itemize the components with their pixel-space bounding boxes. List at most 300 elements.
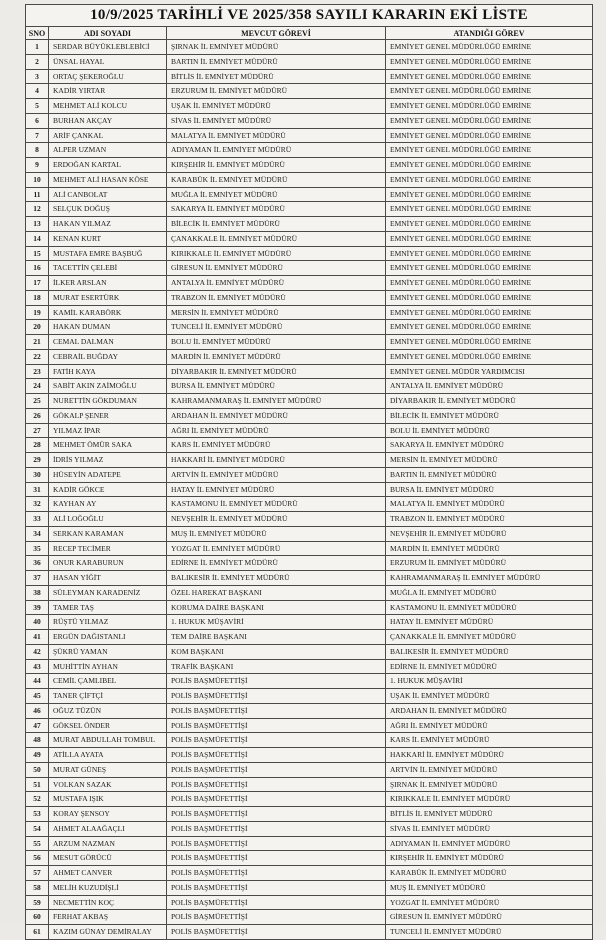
assigned-post-cell: EMNİYET GENEL MÜDÜR YARDIMCISI <box>386 364 593 379</box>
current-post-cell: POLİS BAŞMÜFETTİŞİ <box>167 880 386 895</box>
sno-cell: 29 <box>26 453 49 468</box>
current-post-cell: HAKKARİ İL EMNİYET MÜDÜRÜ <box>167 453 386 468</box>
sno-cell: 42 <box>26 644 49 659</box>
current-post-cell: AĞRI İL EMNİYET MÜDÜRÜ <box>167 423 386 438</box>
assigned-post-cell: MUŞ İL EMNİYET MÜDÜRÜ <box>386 880 593 895</box>
assigned-post-cell: BİLECİK İL EMNİYET MÜDÜRÜ <box>386 408 593 423</box>
table-row <box>26 231 593 246</box>
name-cell: HÜSEYİN ADATEPE <box>49 467 167 482</box>
table-row <box>26 54 593 69</box>
sno-cell: 32 <box>26 497 49 512</box>
name-cell: SERDAR BÜYÜKLEBLEBİCİ <box>49 40 167 55</box>
table-row <box>26 217 593 232</box>
current-post-cell: ERZURUM İL EMNİYET MÜDÜRÜ <box>167 84 386 99</box>
current-post-cell: MERSİN İL EMNİYET MÜDÜRÜ <box>167 305 386 320</box>
table-row <box>26 320 593 335</box>
sno-cell: 34 <box>26 526 49 541</box>
table-row <box>26 143 593 158</box>
current-post-cell: ÇANAKKALE İL EMNİYET MÜDÜRÜ <box>167 231 386 246</box>
sno-cell: 5 <box>26 99 49 114</box>
name-cell: ARİF ÇANKAL <box>49 128 167 143</box>
name-cell: ORTAÇ ŞEKEROĞLU <box>49 69 167 84</box>
current-post-cell: HATAY İL EMNİYET MÜDÜRÜ <box>167 482 386 497</box>
sno-cell: 6 <box>26 113 49 128</box>
name-cell: TANER ÇİFTÇİ <box>49 689 167 704</box>
sno-cell: 25 <box>26 394 49 409</box>
sno-cell: 55 <box>26 836 49 851</box>
current-post-cell: MALATYA İL EMNİYET MÜDÜRÜ <box>167 128 386 143</box>
current-post-cell: POLİS BAŞMÜFETTİŞİ <box>167 748 386 763</box>
current-post-cell: POLİS BAŞMÜFETTİŞİ <box>167 851 386 866</box>
current-post-cell: KASTAMONU İL EMNİYET MÜDÜRÜ <box>167 497 386 512</box>
sno-cell: 14 <box>26 231 49 246</box>
sno-cell: 2 <box>26 54 49 69</box>
sno-cell: 7 <box>26 128 49 143</box>
assigned-post-cell: AĞRI İL EMNİYET MÜDÜRÜ <box>386 718 593 733</box>
table-row <box>26 836 593 851</box>
name-cell: KAZIM GÜNAY DEMİRALAY <box>49 925 167 940</box>
table-row <box>26 895 593 910</box>
name-cell: SELÇUK DOĞUŞ <box>49 202 167 217</box>
sno-cell: 48 <box>26 733 49 748</box>
column-header-assigned-post: ATANDIĞI GÖREV <box>386 27 593 40</box>
current-post-cell: POLİS BAŞMÜFETTİŞİ <box>167 762 386 777</box>
name-cell: HAKAN DUMAN <box>49 320 167 335</box>
sno-cell: 20 <box>26 320 49 335</box>
sno-cell: 58 <box>26 880 49 895</box>
name-cell: MEHMET ALİ HASAN KÖSE <box>49 172 167 187</box>
table-row <box>26 703 593 718</box>
current-post-cell: NEVŞEHİR İL EMNİYET MÜDÜRÜ <box>167 512 386 527</box>
sno-cell: 9 <box>26 158 49 173</box>
name-cell: ALİ LOĞOĞLU <box>49 512 167 527</box>
current-post-cell: BURSA İL EMNİYET MÜDÜRÜ <box>167 379 386 394</box>
table-row <box>26 644 593 659</box>
assigned-post-cell: KIRŞEHİR İL EMNİYET MÜDÜRÜ <box>386 851 593 866</box>
assigned-post-cell: ARTVİN İL EMNİYET MÜDÜRÜ <box>386 762 593 777</box>
sno-cell: 28 <box>26 438 49 453</box>
table-row <box>26 99 593 114</box>
sno-cell: 33 <box>26 512 49 527</box>
name-cell: ALPER UZMAN <box>49 143 167 158</box>
assigned-post-cell: YOZGAT İL EMNİYET MÜDÜRÜ <box>386 895 593 910</box>
table-row <box>26 821 593 836</box>
assigned-post-cell: EMNİYET GENEL MÜDÜRLÜĞÜ EMRİNE <box>386 349 593 364</box>
column-header-name: ADI SOYADI <box>49 27 167 40</box>
table-row <box>26 423 593 438</box>
table-row <box>26 379 593 394</box>
sno-cell: 4 <box>26 84 49 99</box>
assigned-post-cell: EMNİYET GENEL MÜDÜRLÜĞÜ EMRİNE <box>386 261 593 276</box>
name-cell: GÖKSEL ÖNDER <box>49 718 167 733</box>
assigned-post-cell: EMNİYET GENEL MÜDÜRLÜĞÜ EMRİNE <box>386 69 593 84</box>
name-cell: SÜLEYMAN KARADENİZ <box>49 585 167 600</box>
sno-cell: 23 <box>26 364 49 379</box>
current-post-cell: POLİS BAŞMÜFETTİŞİ <box>167 674 386 689</box>
sno-cell: 10 <box>26 172 49 187</box>
assigned-post-cell: KIRIKKALE İL EMNİYET MÜDÜRÜ <box>386 792 593 807</box>
current-post-cell: BİLECİK İL EMNİYET MÜDÜRÜ <box>167 217 386 232</box>
table-row <box>26 615 593 630</box>
current-post-cell: POLİS BAŞMÜFETTİŞİ <box>167 866 386 881</box>
assigned-post-cell: ÇANAKKALE İL EMNİYET MÜDÜRÜ <box>386 630 593 645</box>
assigned-post-cell: EMNİYET GENEL MÜDÜRLÜĞÜ EMRİNE <box>386 99 593 114</box>
current-post-cell: YOZGAT İL EMNİYET MÜDÜRÜ <box>167 541 386 556</box>
assigned-post-cell: ŞIRNAK İL EMNİYET MÜDÜRÜ <box>386 777 593 792</box>
document-title: 10/9/2025 TARİHLİ VE 2025/358 SAYILI KARARIN EKİ LİSTE <box>26 5 593 27</box>
current-post-cell: TRABZON İL EMNİYET MÜDÜRÜ <box>167 290 386 305</box>
sno-cell: 50 <box>26 762 49 777</box>
sno-cell: 3 <box>26 69 49 84</box>
name-cell: FERHAT AKBAŞ <box>49 910 167 925</box>
table-row <box>26 453 593 468</box>
assigned-post-cell: EDİRNE İL EMNİYET MÜDÜRÜ <box>386 659 593 674</box>
header-row <box>26 27 593 40</box>
table-row <box>26 777 593 792</box>
assigned-post-cell: ADIYAMAN İL EMNİYET MÜDÜRÜ <box>386 836 593 851</box>
sno-cell: 51 <box>26 777 49 792</box>
name-cell: AHMET ALAAĞAÇLI <box>49 821 167 836</box>
assigned-post-cell: HAKKARİ İL EMNİYET MÜDÜRÜ <box>386 748 593 763</box>
table-row <box>26 866 593 881</box>
sno-cell: 53 <box>26 807 49 822</box>
current-post-cell: SAKARYA İL EMNİYET MÜDÜRÜ <box>167 202 386 217</box>
table-row <box>26 349 593 364</box>
sno-cell: 24 <box>26 379 49 394</box>
current-post-cell: BİTLİS İL EMNİYET MÜDÜRÜ <box>167 69 386 84</box>
current-post-cell: POLİS BAŞMÜFETTİŞİ <box>167 925 386 940</box>
table-row <box>26 246 593 261</box>
current-post-cell: POLİS BAŞMÜFETTİŞİ <box>167 703 386 718</box>
sno-cell: 17 <box>26 276 49 291</box>
assigned-post-cell: EMNİYET GENEL MÜDÜRLÜĞÜ EMRİNE <box>386 305 593 320</box>
table-row <box>26 925 593 940</box>
assigned-post-cell: KARS İL EMNİYET MÜDÜRÜ <box>386 733 593 748</box>
assigned-post-cell: EMNİYET GENEL MÜDÜRLÜĞÜ EMRİNE <box>386 217 593 232</box>
name-cell: CEBRAİL BUĞDAY <box>49 349 167 364</box>
name-cell: TACETTİN ÇELEBİ <box>49 261 167 276</box>
table-row <box>26 335 593 350</box>
assigned-post-cell: BARTIN İL EMNİYET MÜDÜRÜ <box>386 467 593 482</box>
current-post-cell: BARTIN İL EMNİYET MÜDÜRÜ <box>167 54 386 69</box>
table-row <box>26 394 593 409</box>
sno-cell: 15 <box>26 246 49 261</box>
assigned-post-cell: EMNİYET GENEL MÜDÜRLÜĞÜ EMRİNE <box>386 84 593 99</box>
name-cell: MURAT GÜNEŞ <box>49 762 167 777</box>
sno-cell: 18 <box>26 290 49 305</box>
assigned-post-cell: EMNİYET GENEL MÜDÜRLÜĞÜ EMRİNE <box>386 231 593 246</box>
name-cell: HAKAN YILMAZ <box>49 217 167 232</box>
sno-cell: 56 <box>26 851 49 866</box>
sno-cell: 40 <box>26 615 49 630</box>
current-post-cell: POLİS BAŞMÜFETTİŞİ <box>167 910 386 925</box>
sno-cell: 31 <box>26 482 49 497</box>
table-row <box>26 851 593 866</box>
assigned-post-cell: MUĞLA İL EMNİYET MÜDÜRÜ <box>386 585 593 600</box>
name-cell: KENAN KURT <box>49 231 167 246</box>
table-row <box>26 792 593 807</box>
name-cell: KAMİL KARABÖRK <box>49 305 167 320</box>
sno-cell: 30 <box>26 467 49 482</box>
table-row <box>26 438 593 453</box>
sno-cell: 35 <box>26 541 49 556</box>
assigned-post-cell: TUNCELİ İL EMNİYET MÜDÜRÜ <box>386 925 593 940</box>
name-cell: GÖKALP ŞENER <box>49 408 167 423</box>
table-row <box>26 364 593 379</box>
name-cell: MUSTAFA IŞIK <box>49 792 167 807</box>
current-post-cell: ANTALYA İL EMNİYET MÜDÜRÜ <box>167 276 386 291</box>
assigned-post-cell: EMNİYET GENEL MÜDÜRLÜĞÜ EMRİNE <box>386 290 593 305</box>
sno-cell: 45 <box>26 689 49 704</box>
name-cell: TAMER TAŞ <box>49 600 167 615</box>
name-cell: İLKER ARSLAN <box>49 276 167 291</box>
name-cell: RÜŞTÜ YILMAZ <box>49 615 167 630</box>
name-cell: MURAT ESERTÜRK <box>49 290 167 305</box>
sno-cell: 1 <box>26 40 49 55</box>
current-post-cell: KARS İL EMNİYET MÜDÜRÜ <box>167 438 386 453</box>
column-header-current-post: MEVCUT GÖREVİ <box>167 27 386 40</box>
current-post-cell: POLİS BAŞMÜFETTİŞİ <box>167 792 386 807</box>
name-cell: BURHAN AKÇAY <box>49 113 167 128</box>
table-row <box>26 305 593 320</box>
name-cell: RECEP TECİMER <box>49 541 167 556</box>
name-cell: AHMET CANVER <box>49 866 167 881</box>
name-cell: MEHMET ALİ KOLCU <box>49 99 167 114</box>
name-cell: KORAY ŞENSOY <box>49 807 167 822</box>
table-row <box>26 556 593 571</box>
assigned-post-cell: KAHRAMANMARAŞ İL EMNİYET MÜDÜRÜ <box>386 571 593 586</box>
column-header-sno: SNO <box>26 27 49 40</box>
table-row <box>26 172 593 187</box>
sno-cell: 49 <box>26 748 49 763</box>
current-post-cell: POLİS BAŞMÜFETTİŞİ <box>167 733 386 748</box>
assigned-post-cell: EMNİYET GENEL MÜDÜRLÜĞÜ EMRİNE <box>386 158 593 173</box>
current-post-cell: MUĞLA İL EMNİYET MÜDÜRÜ <box>167 187 386 202</box>
name-cell: VOLKAN SAZAK <box>49 777 167 792</box>
table-row <box>26 689 593 704</box>
name-cell: KAYHAN AY <box>49 497 167 512</box>
name-cell: KADİR GÖKCE <box>49 482 167 497</box>
sno-cell: 52 <box>26 792 49 807</box>
sno-cell: 60 <box>26 910 49 925</box>
current-post-cell: MUŞ İL EMNİYET MÜDÜRÜ <box>167 526 386 541</box>
sno-cell: 12 <box>26 202 49 217</box>
table-row <box>26 290 593 305</box>
current-post-cell: POLİS BAŞMÜFETTİŞİ <box>167 836 386 851</box>
assigned-post-cell: EMNİYET GENEL MÜDÜRLÜĞÜ EMRİNE <box>386 172 593 187</box>
table-row <box>26 187 593 202</box>
current-post-cell: BALIKESİR İL EMNİYET MÜDÜRÜ <box>167 571 386 586</box>
current-post-cell: POLİS BAŞMÜFETTİŞİ <box>167 689 386 704</box>
current-post-cell: TEM DAİRE BAŞKANI <box>167 630 386 645</box>
current-post-cell: ARTVİN İL EMNİYET MÜDÜRÜ <box>167 467 386 482</box>
table-row <box>26 158 593 173</box>
appointment-list-table <box>25 4 593 940</box>
table-row <box>26 113 593 128</box>
current-post-cell: SİVAS İL EMNİYET MÜDÜRÜ <box>167 113 386 128</box>
sno-cell: 22 <box>26 349 49 364</box>
name-cell: ERDOĞAN KARTAL <box>49 158 167 173</box>
sno-cell: 41 <box>26 630 49 645</box>
assigned-post-cell: EMNİYET GENEL MÜDÜRLÜĞÜ EMRİNE <box>386 335 593 350</box>
current-post-cell: 1. HUKUK MÜŞAVİRİ <box>167 615 386 630</box>
table-row <box>26 718 593 733</box>
assigned-post-cell: EMNİYET GENEL MÜDÜRLÜĞÜ EMRİNE <box>386 246 593 261</box>
assigned-post-cell: ANTALYA İL EMNİYET MÜDÜRÜ <box>386 379 593 394</box>
assigned-post-cell: DİYARBAKIR İL EMNİYET MÜDÜRÜ <box>386 394 593 409</box>
table-row <box>26 467 593 482</box>
current-post-cell: TRAFİK BAŞKANI <box>167 659 386 674</box>
current-post-cell: TUNCELİ İL EMNİYET MÜDÜRÜ <box>167 320 386 335</box>
title-row <box>26 5 593 27</box>
current-post-cell: ŞIRNAK İL EMNİYET MÜDÜRÜ <box>167 40 386 55</box>
table-row <box>26 571 593 586</box>
current-post-cell: DİYARBAKIR İL EMNİYET MÜDÜRÜ <box>167 364 386 379</box>
name-cell: ATİLLA AYATA <box>49 748 167 763</box>
table-row <box>26 748 593 763</box>
current-post-cell: KORUMA DAİRE BAŞKANI <box>167 600 386 615</box>
table-row <box>26 84 593 99</box>
current-post-cell: ADIYAMAN İL EMNİYET MÜDÜRÜ <box>167 143 386 158</box>
table-row <box>26 880 593 895</box>
assigned-post-cell: KASTAMONU İL EMNİYET MÜDÜRÜ <box>386 600 593 615</box>
table-row <box>26 585 593 600</box>
table-row <box>26 630 593 645</box>
assigned-post-cell: HATAY İL EMNİYET MÜDÜRÜ <box>386 615 593 630</box>
current-post-cell: KOM BAŞKANI <box>167 644 386 659</box>
sno-cell: 46 <box>26 703 49 718</box>
name-cell: ONUR KARABURUN <box>49 556 167 571</box>
sno-cell: 8 <box>26 143 49 158</box>
assigned-post-cell: EMNİYET GENEL MÜDÜRLÜĞÜ EMRİNE <box>386 276 593 291</box>
name-cell: ÜNSAL HAYAL <box>49 54 167 69</box>
table-row <box>26 659 593 674</box>
current-post-cell: GİRESUN İL EMNİYET MÜDÜRÜ <box>167 261 386 276</box>
sno-cell: 61 <box>26 925 49 940</box>
name-cell: ALİ CANBOLAT <box>49 187 167 202</box>
table-row <box>26 674 593 689</box>
assigned-post-cell: BİTLİS İL EMNİYET MÜDÜRÜ <box>386 807 593 822</box>
table-row <box>26 512 593 527</box>
sno-cell: 13 <box>26 217 49 232</box>
assigned-post-cell: GİRESUN İL EMNİYET MÜDÜRÜ <box>386 910 593 925</box>
sno-cell: 47 <box>26 718 49 733</box>
assigned-post-cell: EMNİYET GENEL MÜDÜRLÜĞÜ EMRİNE <box>386 113 593 128</box>
assigned-post-cell: EMNİYET GENEL MÜDÜRLÜĞÜ EMRİNE <box>386 202 593 217</box>
table-row <box>26 910 593 925</box>
assigned-post-cell: EMNİYET GENEL MÜDÜRLÜĞÜ EMRİNE <box>386 128 593 143</box>
sno-cell: 21 <box>26 335 49 350</box>
assigned-post-cell: MERSİN İL EMNİYET MÜDÜRÜ <box>386 453 593 468</box>
current-post-cell: EDİRNE İL EMNİYET MÜDÜRÜ <box>167 556 386 571</box>
table-row <box>26 762 593 777</box>
name-cell: MELİH KUZUDİŞLİ <box>49 880 167 895</box>
sno-cell: 19 <box>26 305 49 320</box>
table-row <box>26 128 593 143</box>
assigned-post-cell: BURSA İL EMNİYET MÜDÜRÜ <box>386 482 593 497</box>
current-post-cell: POLİS BAŞMÜFETTİŞİ <box>167 807 386 822</box>
table-body <box>26 40 593 940</box>
current-post-cell: BOLU İL EMNİYET MÜDÜRÜ <box>167 335 386 350</box>
sno-cell: 36 <box>26 556 49 571</box>
assigned-post-cell: SAKARYA İL EMNİYET MÜDÜRÜ <box>386 438 593 453</box>
sno-cell: 26 <box>26 408 49 423</box>
assigned-post-cell: ERZURUM İL EMNİYET MÜDÜRÜ <box>386 556 593 571</box>
current-post-cell: POLİS BAŞMÜFETTİŞİ <box>167 718 386 733</box>
sno-cell: 16 <box>26 261 49 276</box>
current-post-cell: UŞAK İL EMNİYET MÜDÜRÜ <box>167 99 386 114</box>
name-cell: KADİR YIRTAR <box>49 84 167 99</box>
name-cell: HASAN YİĞİT <box>49 571 167 586</box>
assigned-post-cell: NEVŞEHİR İL EMNİYET MÜDÜRÜ <box>386 526 593 541</box>
name-cell: MEHMET ÖMÜR SAKA <box>49 438 167 453</box>
sno-cell: 43 <box>26 659 49 674</box>
name-cell: MUSTAFA EMRE BAŞBUĞ <box>49 246 167 261</box>
current-post-cell: ARDAHAN İL EMNİYET MÜDÜRÜ <box>167 408 386 423</box>
current-post-cell: KIRIKKALE İL EMNİYET MÜDÜRÜ <box>167 246 386 261</box>
name-cell: İDRİS YILMAZ <box>49 453 167 468</box>
table-row <box>26 276 593 291</box>
table-row <box>26 526 593 541</box>
name-cell: MESUT GÖRÜCÜ <box>49 851 167 866</box>
name-cell: FATİH KAYA <box>49 364 167 379</box>
table-row <box>26 202 593 217</box>
assigned-post-cell: EMNİYET GENEL MÜDÜRLÜĞÜ EMRİNE <box>386 40 593 55</box>
table-row <box>26 482 593 497</box>
table-row <box>26 69 593 84</box>
table-row <box>26 807 593 822</box>
sno-cell: 11 <box>26 187 49 202</box>
assigned-post-cell: BOLU İL EMNİYET MÜDÜRÜ <box>386 423 593 438</box>
table-row <box>26 600 593 615</box>
assigned-post-cell: ARDAHAN İL EMNİYET MÜDÜRÜ <box>386 703 593 718</box>
assigned-post-cell: TRABZON İL EMNİYET MÜDÜRÜ <box>386 512 593 527</box>
sno-cell: 39 <box>26 600 49 615</box>
name-cell: OĞUZ TÜZÜN <box>49 703 167 718</box>
table-row <box>26 40 593 55</box>
name-cell: ERGÜN DAĞISTANLI <box>49 630 167 645</box>
sno-cell: 54 <box>26 821 49 836</box>
name-cell: MURAT ABDULLAH TOMBUL <box>49 733 167 748</box>
table-row <box>26 497 593 512</box>
assigned-post-cell: BALIKESİR İL EMNİYET MÜDÜRÜ <box>386 644 593 659</box>
assigned-post-cell: MALATYA İL EMNİYET MÜDÜRÜ <box>386 497 593 512</box>
assigned-post-cell: EMNİYET GENEL MÜDÜRLÜĞÜ EMRİNE <box>386 143 593 158</box>
table-row <box>26 541 593 556</box>
assigned-post-cell: 1. HUKUK MÜŞAVİRİ <box>386 674 593 689</box>
current-post-cell: POLİS BAŞMÜFETTİŞİ <box>167 895 386 910</box>
name-cell: MUHİTTİN AYHAN <box>49 659 167 674</box>
sno-cell: 44 <box>26 674 49 689</box>
current-post-cell: POLİS BAŞMÜFETTİŞİ <box>167 777 386 792</box>
table-row <box>26 408 593 423</box>
current-post-cell: KARABÜK İL EMNİYET MÜDÜRÜ <box>167 172 386 187</box>
assigned-post-cell: SİVAS İL EMNİYET MÜDÜRÜ <box>386 821 593 836</box>
current-post-cell: KAHRAMANMARAŞ İL EMNİYET MÜDÜRÜ <box>167 394 386 409</box>
current-post-cell: KIRŞEHİR İL EMNİYET MÜDÜRÜ <box>167 158 386 173</box>
sno-cell: 59 <box>26 895 49 910</box>
current-post-cell: MARDİN İL EMNİYET MÜDÜRÜ <box>167 349 386 364</box>
assigned-post-cell: MARDİN İL EMNİYET MÜDÜRÜ <box>386 541 593 556</box>
current-post-cell: ÖZEL HAREKAT BAŞKANI <box>167 585 386 600</box>
name-cell: YILMAZ İPAR <box>49 423 167 438</box>
assigned-post-cell: EMNİYET GENEL MÜDÜRLÜĞÜ EMRİNE <box>386 320 593 335</box>
assigned-post-cell: UŞAK İL EMNİYET MÜDÜRÜ <box>386 689 593 704</box>
sno-cell: 38 <box>26 585 49 600</box>
name-cell: NECMETTİN KOÇ <box>49 895 167 910</box>
name-cell: CEMİL ÇAMLIBEL <box>49 674 167 689</box>
name-cell: SERKAN KARAMAN <box>49 526 167 541</box>
